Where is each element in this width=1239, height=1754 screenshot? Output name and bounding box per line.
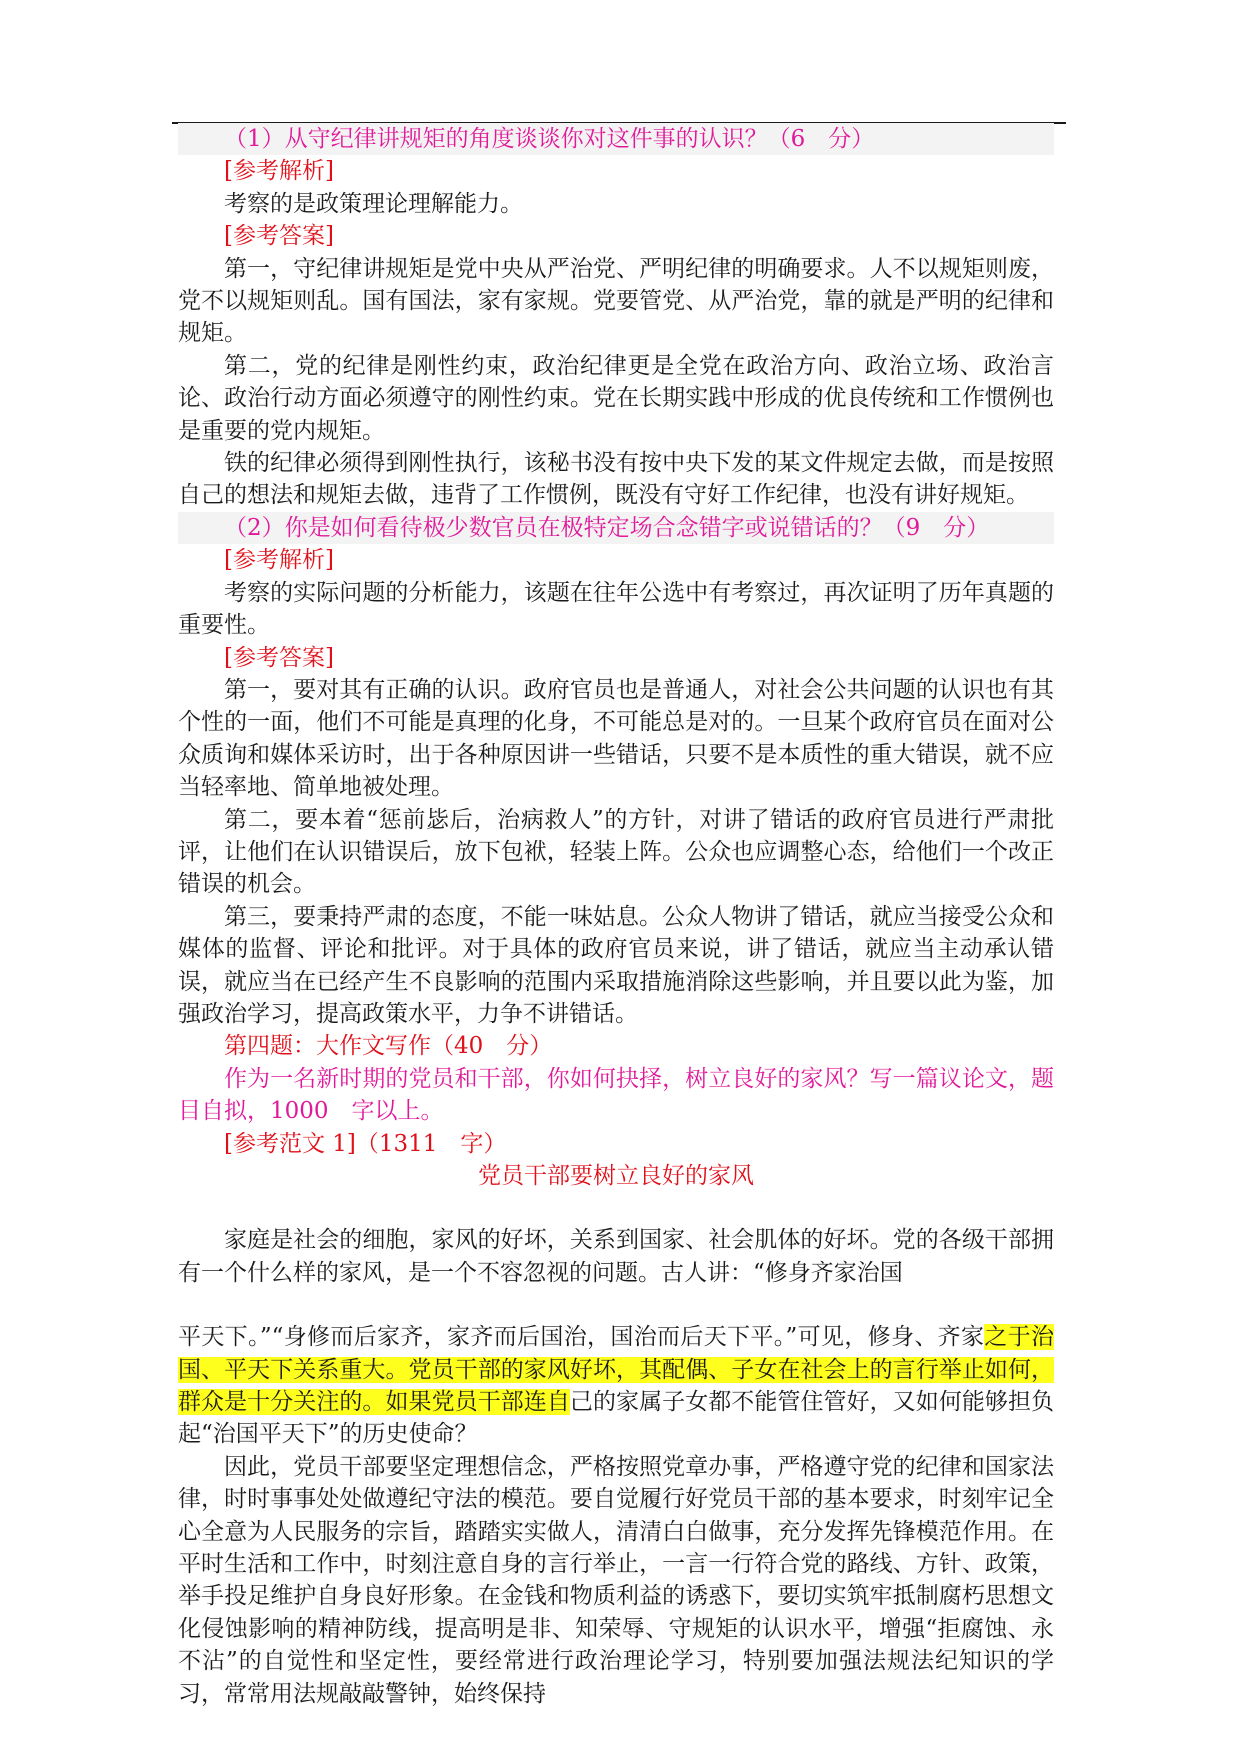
essay-text: 平天下。”“身修而后家齐，家齐而后国治，国治而后天下平。”可见，修身、齐家 xyxy=(178,1324,985,1351)
q2-answer-label: [参考答案] xyxy=(224,644,334,671)
q1-answer-paragraph: 铁的纪律必须得到刚性执行，该秘书没有按中央下发的某文件规定去做，而是按照自己的想法和规矩去做，违背了工作惯例，既没有守好工作纪律，也没有讲好规矩。 xyxy=(178,450,1054,509)
q2-answer-paragraph: 第三，要秉持严肃的态度，不能一味姑息。公众人物讲了错话，就应当接受公众和媒体的监督、评论和批评。对于具体的政府官员来说，讲了错话，就应当主动承认错误，就应当在已经产生不良影响的范围内采取措施消除这些影响，并且要以此为鉴，加强政治学习，提高政策水平，力争不讲错话。 xyxy=(178,903,1054,1027)
q2-answer-paragraph: 第二，要本着“惩前毖后，治病救人”的方针，对讲了错话的政府官员进行严肃批评，让他们在认识错误后，放下包袱，轻装上阵。公众也应调整心态，给他们一个改正错误的机会。 xyxy=(178,806,1054,898)
spacer xyxy=(178,1289,1054,1321)
q1-answer-paragraph: 第一，守纪律讲规矩是党中央从严治党、严明纪律的明确要求。人不以规矩则废，党不以规矩则乱。国有国法，家有家规。党要管党、从严治党，靠的就是严明的纪律和规矩。 xyxy=(178,255,1054,347)
q1-analysis-text: 考察的是政策理论理解能力。 xyxy=(224,190,523,217)
highlighted-text: 之于治国、平天下关系重大。党员干部的家风好坏，其配偶、子女在社会上的言行举止如何，群众是十分关注的。如果党员干部连自 xyxy=(178,1324,1054,1416)
essay-paragraph xyxy=(178,1321,1054,1451)
essay-title: 党员干部要树立良好的家风 xyxy=(478,1163,754,1189)
q2-analysis-text: 考察的实际问题的分析能力，该题在往年公选中有考察过，再次证明了历年真题的重要性。 xyxy=(178,579,1054,639)
essay-paragraph: 因此，党员干部要坚定理想信念，严格按照党章办事，严格遵守党的纪律和国家法律，时时事事处处做遵纪守法的模范。要自觉履行好党员干部的基本要求，时刻牢记全心全意为人民服务的宗旨，踏踏实实做人，清清白白做事，充分发挥先锋模范作用。在平时生活和工作中，时刻注意自身的言行举止，一言一行符合党的路线、方针、政策，举手投足维护自身良好形象。在金钱和物质利益的诱惑下，要切实筑牢抵制腐朽思想文化侵蚀影响的精神防线，提高明是非、知荣辱、守规矩的认识水平，增强“拒腐蚀、永不沾”的自觉性和坚定性，要经常进行政治理论学习，特别要加强法规法纪知识的学习，常常用法规敲敲警钟，始终保持 xyxy=(178,1453,1054,1707)
q1-analysis-label: [参考解析] xyxy=(224,158,334,185)
q1-question: （1）从守纪律讲规矩的角度谈谈你对这件事的认识？（6 分） xyxy=(178,123,1054,155)
q2-question: （2）你是如何看待极少数官员在极特定场合念错字或说错话的？（9 分） xyxy=(178,512,1054,544)
document-body xyxy=(178,123,1054,1710)
q1-answer-paragraph: 第二，党的纪律是刚性约束，政治纪律更是全党在政治方向、政治立场、政治言论、政治行动方面必须遵守的刚性约束。党在长期实践中形成的优良传统和工作惯例也是重要的党内规矩。 xyxy=(178,352,1054,444)
q1-answer-label: [参考答案] xyxy=(224,223,334,250)
q2-analysis-label: [参考解析] xyxy=(224,547,334,574)
q4-sample-label: [参考范文 1]（1311 字） xyxy=(224,1130,507,1157)
essay-paragraph: 家庭是社会的细胞，家风的好坏，关系到国家、社会肌体的好坏。党的各级干部拥有一个什么样的家风，是一个不容忽视的问题。古人讲：“修身齐家治国 xyxy=(178,1227,1054,1286)
q4-heading: 第四题：大作文写作（40 分） xyxy=(224,1033,553,1060)
spacer xyxy=(178,1192,1054,1224)
q2-answer-paragraph: 第一，要对其有正确的认识。政府官员也是普通人，对社会公共问题的认识也有其个性的一面，他们不可能是真理的化身，不可能总是对的。一旦某个政府官员在面对公众质询和媒体采访时，出于各种原因讲一些错话，只要不是本质性的重大错误，就不应当轻率地、简单地被处理。 xyxy=(178,676,1054,801)
essay-text: 己的家属子女都不能管住管好，又如何能够担负起“治国平天下”的历史使命？ xyxy=(178,1389,1055,1448)
q4-prompt: 作为一名新时期的党员和干部，你如何抉择，树立良好的家风？写一篇议论文，题目自拟，1000 字以上。 xyxy=(178,1065,1054,1125)
